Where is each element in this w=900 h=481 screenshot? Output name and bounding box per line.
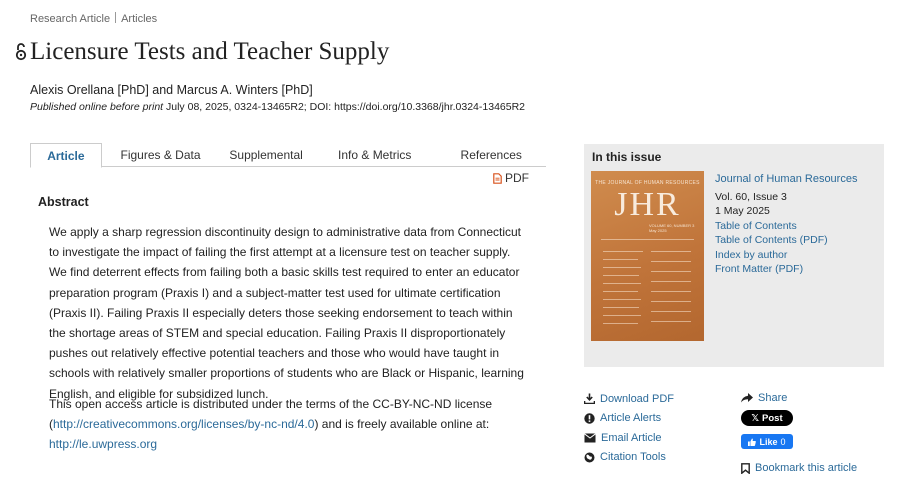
cover-toc-line: [651, 271, 691, 272]
abstract-heading: Abstract: [38, 195, 89, 209]
issue-heading: In this issue: [592, 150, 662, 164]
facebook-like-button[interactable]: [741, 434, 793, 449]
title-row: [14, 38, 389, 66]
cover-toc-line: [603, 275, 639, 276]
abstract-text: We apply a sharp regression discontinuity design to administrative data from Connecticut to investigate the impact of failing the first attempt at a licensure test on teacher supply. We find deterrent effects from failing both a basic skills test required to enter an educator preparation program (Praxis I) and a subject-matter test used for ultimate certification (Praxis II). Failing Praxis II especially deters those seeking endorsement to teach within the shortage areas of STEM and special education. Failing Praxis II disproportionately pushes out relatively effective potential teachers and those who would have taught in schools with relatively smaller proportions of students who are Black or Hispanic, learning English, and eligible for subsidized lunch.: [49, 225, 524, 401]
license-text: [49, 394, 519, 455]
cover-toc-line: [651, 261, 691, 262]
cover-toc-line: [603, 323, 638, 324]
breadcrumb-articles[interactable]: Articles: [121, 13, 158, 25]
journal-cover-image[interactable]: [591, 171, 704, 341]
license-prefix: This open access article is distributed under the terms of the CC-BY-NC-ND license (: [49, 397, 493, 432]
breadcrumb-separator: [115, 12, 116, 23]
cover-toc-line: [603, 307, 639, 308]
published-label: Published online before print: [30, 101, 164, 113]
share-icon: [741, 393, 753, 403]
cover-toc-line: [603, 267, 641, 268]
breadcrumb-research-article[interactable]: Research Article: [30, 13, 111, 25]
download-icon: [584, 393, 595, 404]
email-article-button[interactable]: [584, 428, 674, 448]
facebook-like-count: 0: [780, 436, 786, 447]
issue-volume: Vol. 60, Issue 3: [715, 190, 787, 203]
article-tools: [584, 389, 674, 467]
cover-toc-line: [603, 251, 643, 252]
article-alerts-label: Article Alerts: [600, 412, 662, 425]
cover-toc-line: [651, 251, 691, 252]
open-access-icon: [14, 41, 28, 63]
article-alerts-button[interactable]: [584, 409, 674, 429]
cover-journal-name: THE JOURNAL OF HUMAN RESOURCES: [595, 180, 700, 186]
download-pdf-button[interactable]: [584, 389, 674, 409]
front-matter-pdf-link[interactable]: Front Matter (PDF): [715, 263, 804, 275]
x-post-label: Post: [762, 412, 783, 424]
cover-volume-line: VOLUME 60, NUMBER 3: [649, 223, 695, 228]
tab-references[interactable]: References: [460, 148, 522, 162]
table-of-contents-pdf-link[interactable]: Table of Contents (PDF): [715, 234, 828, 246]
facebook-like-label: Like: [759, 436, 778, 447]
citation-tools-button[interactable]: [584, 448, 674, 468]
citation-tools-label: Citation Tools: [600, 451, 666, 464]
pdf-label: PDF: [505, 171, 529, 185]
cover-toc-line: [603, 299, 641, 300]
share-button[interactable]: [741, 389, 857, 407]
index-by-author-link[interactable]: Index by author: [715, 248, 788, 261]
share-label: Share: [758, 392, 788, 404]
in-this-issue-panel: [584, 144, 884, 367]
uwpress-link[interactable]: http://le.uwpress.org: [49, 437, 158, 452]
cover-toc-line: [651, 321, 691, 322]
issue-date: 1 May 2025: [715, 205, 770, 217]
x-post-button[interactable]: [741, 410, 793, 426]
bookmark-label: Bookmark this article: [755, 462, 858, 474]
tab-figures-data[interactable]: Figures & Data: [120, 148, 201, 162]
article-title: Licensure Tests and Teacher Supply: [30, 38, 390, 65]
article-tabs: [30, 143, 546, 167]
article-authors: Alexis Orellana [PhD] and Marcus A. Winters [PhD]: [30, 83, 313, 97]
issue-info: [715, 172, 857, 277]
social-tools: [741, 389, 857, 474]
cover-toc-line: [603, 283, 641, 284]
breadcrumb: [30, 12, 157, 25]
tab-info-metrics[interactable]: Info & Metrics: [338, 148, 412, 162]
table-of-contents-link[interactable]: Table of Contents: [715, 219, 797, 232]
published-details: July 08, 2025, 0324-13465R2; DOI: https://doi.org/10.3368/jhr.0324-13465R2: [163, 101, 526, 113]
cover-toc-line: [651, 291, 691, 292]
cover-toc-line: [603, 315, 641, 316]
download-pdf-label: Download PDF: [600, 392, 674, 405]
x-logo-icon: 𝕏: [751, 412, 760, 424]
bookmark-icon: [741, 463, 750, 474]
cover-volume: [649, 223, 694, 233]
journal-name-link[interactable]: Journal of Human Resources: [715, 173, 858, 185]
cover-toc-line: [603, 291, 638, 292]
cover-toc-line: [651, 311, 691, 312]
alert-icon: [584, 413, 595, 424]
license-link[interactable]: http://creativecommons.org/licenses/by-nc-nd/4.0: [53, 417, 315, 432]
email-article-label: Email Article: [601, 431, 662, 444]
pdf-file-icon: [493, 173, 502, 184]
tab-article[interactable]: Article: [30, 143, 102, 168]
pdf-link[interactable]: [493, 171, 529, 185]
bookmark-article-button[interactable]: [741, 462, 857, 474]
tab-supplemental[interactable]: Supplemental: [229, 148, 303, 162]
cover-toc-line: [651, 281, 691, 282]
cover-divider: [601, 239, 694, 240]
license-middle: ) and is freely available online at:: [314, 417, 490, 432]
publication-info: [30, 101, 525, 113]
globe-icon: [584, 452, 595, 463]
cover-date-line: May 2025: [649, 228, 667, 233]
cover-toc-line: [651, 301, 691, 302]
cover-logo: JHR: [614, 186, 681, 223]
cover-toc-line: [603, 259, 638, 260]
thumbs-up-icon: [748, 438, 756, 446]
envelope-icon: [584, 433, 596, 443]
